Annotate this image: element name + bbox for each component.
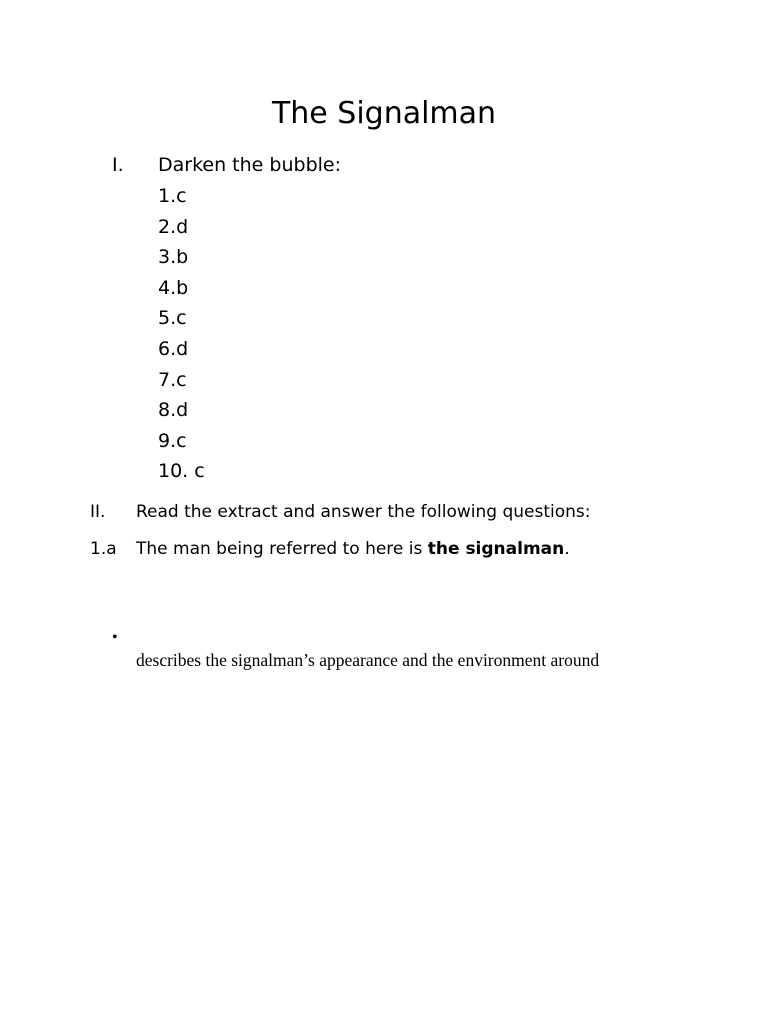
answer-text: The man being referred to here is [136, 539, 428, 559]
answer-item: 6.d [158, 337, 189, 360]
answer-item: 2.d [158, 215, 189, 238]
bullet-point: • [112, 629, 118, 646]
answer-item: 7.c [158, 368, 187, 391]
bullet-text: describes the signalman’s appearance and the environment around [136, 650, 600, 670]
answer-item: 9.c [158, 429, 187, 452]
section-1-heading: Darken the bubble: [158, 154, 341, 176]
answer-item: 8.d [158, 399, 189, 422]
answer-list [158, 183, 205, 489]
answer-period: . [564, 539, 570, 559]
section-2-numeral: II. [90, 502, 106, 522]
answer-item: 1.c [158, 185, 187, 207]
page-title: The Signalman [271, 96, 497, 131]
answer-item: 3.b [158, 246, 189, 269]
answer-bold-text: the signalman [427, 539, 565, 559]
section-2-heading: Read the extract and answer the following questions: [136, 502, 591, 522]
question-number: 1.a [90, 539, 117, 559]
question-answer [136, 538, 570, 560]
answer-item: 10. c [158, 460, 205, 483]
answer-item: 5.c [158, 307, 187, 330]
answer-item: 4.b [158, 276, 189, 299]
section-1-numeral: I. [112, 154, 124, 176]
